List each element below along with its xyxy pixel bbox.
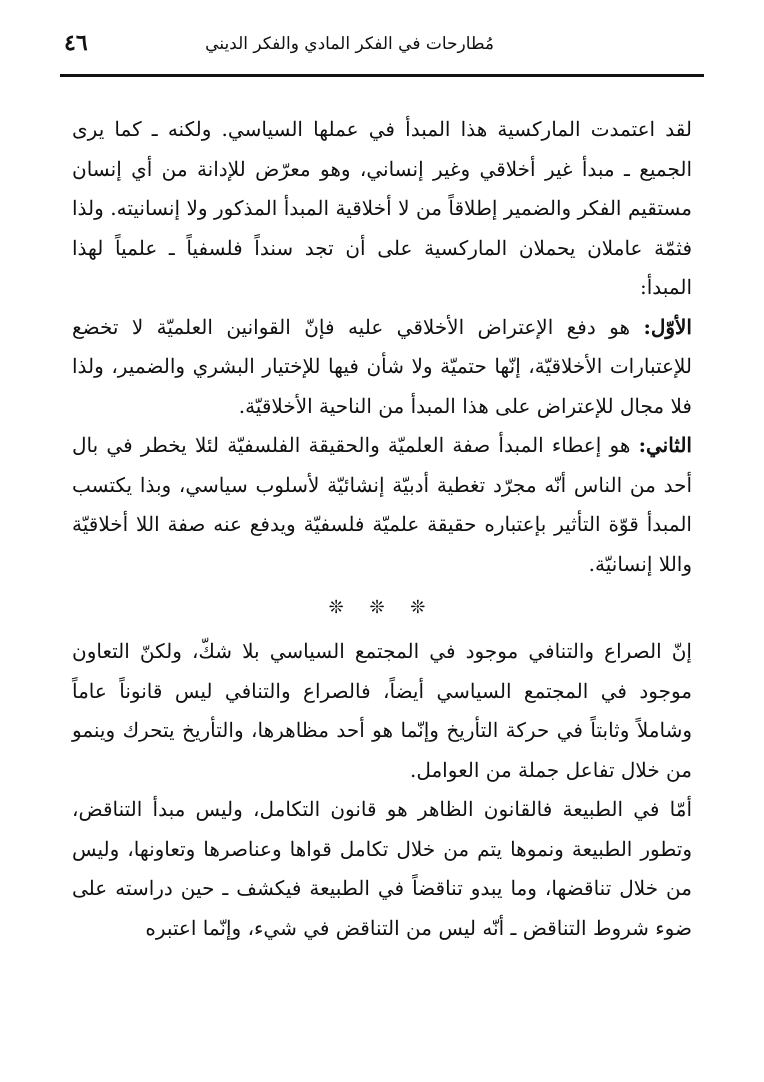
section-separator: ❊ ❊ ❊ [328,597,436,618]
body-text [72,110,692,948]
page-header [60,30,704,74]
first-reason-lead: الأوّل: [643,314,692,339]
paragraph-second-reason [72,426,692,584]
paragraph-conflict-text: إنّ الصراع والتنافي موجود في المجتمع السياسي بلا شكّ، ولكنّ التعاون موجود في المجتمع السياسي أيضاً، فالصراع والتنافي ليس قانوناً عاماً وشاملاً وثابتاً في حركة التأريخ وإنّما هو أحد مظاهرها، والتأريخ يتحرك وينمو من خلال تفاعل جملة من العوامل. [72,639,692,782]
page-number: ٤٦ [64,30,88,56]
running-title: مُطارحات في الفكر المادي والفكر الديني [205,34,494,54]
paragraph-nature-text: أمّا في الطبيعة فالقانون الظاهر هو قانون التكامل، وليس مبدأ التناقض، وتطور الطبيعة ونموها يتم من خلال تكامل قواها وعناصرها وتعاونها، وليس من خلال تناقضها، وما يبدو تناقضاً في الطبيعة فيكشف ـ حين دراسته على ضوء شروط التناقض ـ أنّه ليس من التناقض في شيء، وإنّما اعتبره [72,797,692,940]
paragraph-intro-text: لقد اعتمدت الماركسية هذا المبدأ في عملها السياسي. ولكنه ـ كما يرى الجميع ـ مبدأ غير أخلاقي وغير إنساني، وهو معرّض للإدانة من أي إنسان مستقيم الفكر والضمير إطلاقاً من لا أخلاقية المبدأ المذكور ولا إنسانيته. ولذا فثمّة عاملان يحملان الماركسية على أن تجد سنداً فلسفياً ـ علمياً لهذا المبدأ: [72,117,692,299]
paragraph-first-reason [72,308,692,427]
paragraph-conflict [72,632,692,790]
second-reason-text: هو إعطاء المبدأ صفة العلميّة والحقيقة الفلسفيّة لئلا يخطر في بال أحد من الناس أنّه مجرّد تغطية أدبيّة إنشائيّة لأسلوب سياسي، وبذا يكتسب المبدأ قوّة التأثير بإعتباره حقيقة علميّة فلسفيّة ويدفع عنه صفة اللا أخلاقيّة واللا إنسانيّة. [72,433,692,576]
paragraph-nature [72,790,692,948]
header-divider [60,74,704,77]
second-reason-lead: الثاني: [638,433,692,457]
paragraph-intro [72,110,692,308]
first-reason-text: هو دفع الإعتراض الأخلاقي عليه فإنّ القوانين العلميّة لا تخضع للإعتبارات الأخلاقيّة، إنّها حتميّة ولا شأن فيها للإختيار البشري والضمير، ولذا فلا مجال للإعتراض على هذا المبدأ من الناحية الأخلاقيّة. [72,314,692,418]
